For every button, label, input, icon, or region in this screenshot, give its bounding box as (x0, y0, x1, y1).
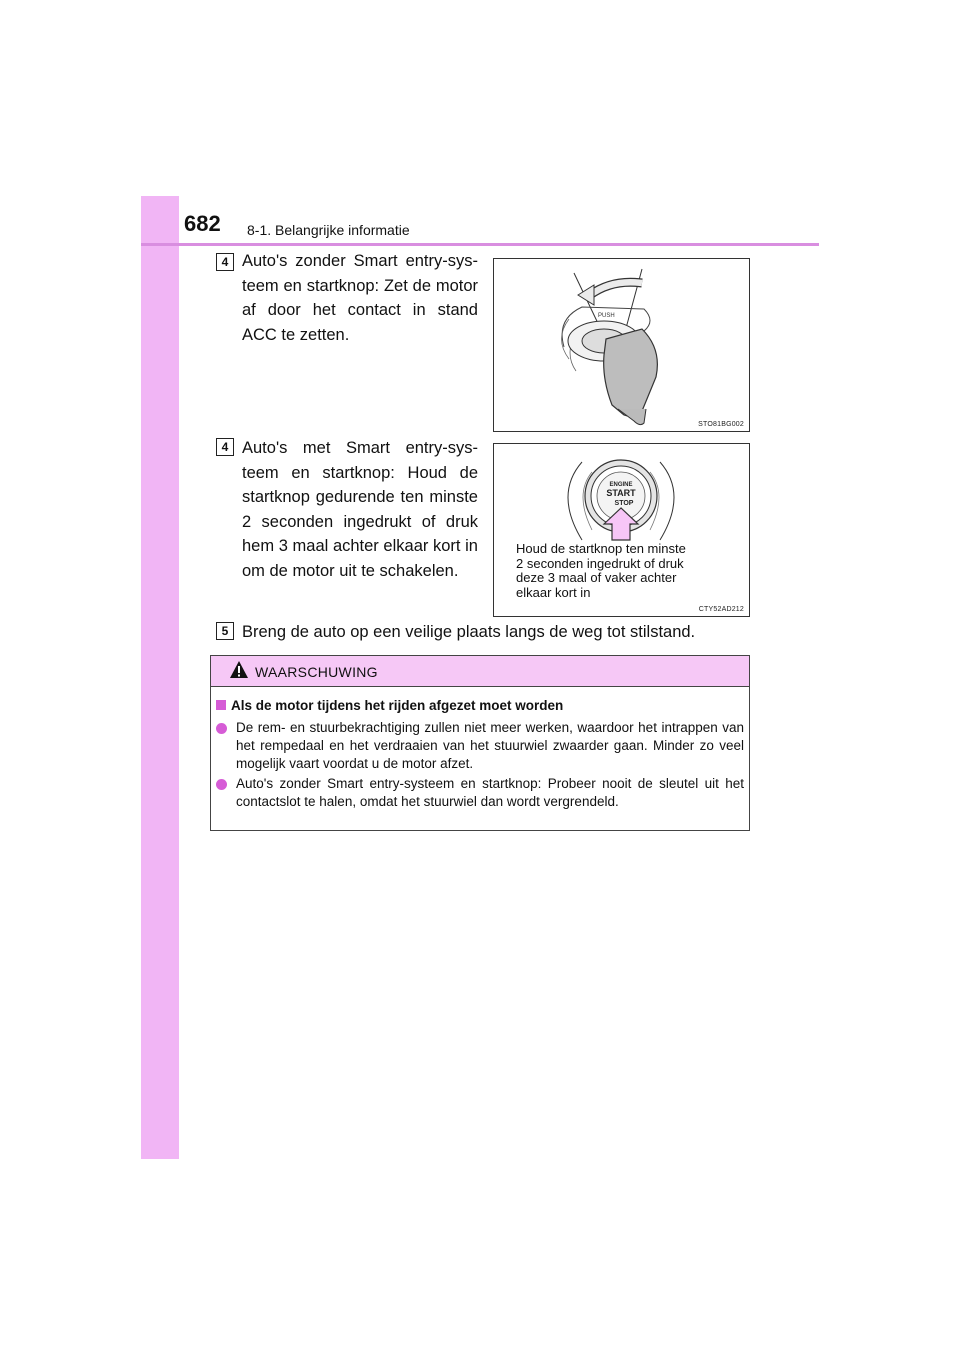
section-title: 8-1. Belangrijke informatie (247, 222, 410, 238)
square-bullet-icon (216, 700, 226, 710)
step-badge: 4 (216, 438, 234, 456)
button-label-engine: ENGINE (609, 482, 633, 488)
page-number: 682 (184, 211, 221, 236)
step-badge: 4 (216, 253, 234, 271)
ignition-key-icon (494, 259, 751, 433)
figure-code: STO81BG002 (698, 421, 744, 428)
warning-title: WAARSCHUWING (255, 664, 378, 680)
chapter-sidebar (141, 196, 179, 1159)
caption-line: elkaar kort in (516, 584, 591, 600)
caption-line: Houd de startknop ten minste (516, 541, 686, 556)
caption-line: 2 seconden ingedrukt of druk (516, 555, 684, 571)
warning-triangle-icon (229, 660, 249, 680)
step-badge: 5 (216, 622, 234, 640)
ignition-push-label: PUSH (598, 313, 615, 319)
warning-item (216, 719, 744, 773)
button-label-stop: STOP (614, 500, 634, 507)
figure-start-stop-button (493, 443, 750, 617)
warning-item (216, 775, 744, 811)
caption-line: deze 3 maal of vaker achter (516, 570, 677, 585)
warning-box (210, 655, 750, 831)
step-text: Breng de auto op een veilige plaats langs de weg tot stilstand. (242, 623, 696, 641)
turn-arrow-icon (578, 285, 594, 305)
header-divider (141, 243, 819, 246)
step-text: Auto's zonder Smart entry-sys-teem en startknop: Zet de motor af door het contact in stand ACC te zetten. (242, 252, 478, 344)
warning-item-text: De rem- en stuurbekrachtiging zullen niet meer werken, waardoor het intrappen van het rempedaal en het verdraaien van het stuurwiel zwaarder gaan. Minder zo veel mogelijk vaart voordat u de motor afzet. (236, 720, 744, 771)
warning-heading (216, 698, 563, 713)
warning-item-text: Auto's zonder Smart entry-systeem en startknop: Probeer nooit de sleutel uit het contactslot te halen, omdat het stuurwiel dan wordt vergrendeld. (236, 776, 744, 809)
bullet-icon (216, 779, 227, 790)
bullet-icon (216, 723, 227, 734)
warning-header (211, 656, 749, 687)
figure-caption (516, 542, 686, 600)
figure-code: CTY52AD212 (698, 606, 744, 613)
figure-ignition-key (493, 258, 750, 432)
button-label-start: START (606, 488, 636, 498)
warning-heading-text: Als de motor tijdens het rijden afgezet moet worden (231, 698, 564, 713)
step-text: Auto's met Smart entry-sys-teem en startknop: Houd de startknop gedurende ten minste 2 seconden ingedrukt of druk hem 3 maal achter elkaar kort in om de motor uit te schakelen. (242, 439, 478, 580)
